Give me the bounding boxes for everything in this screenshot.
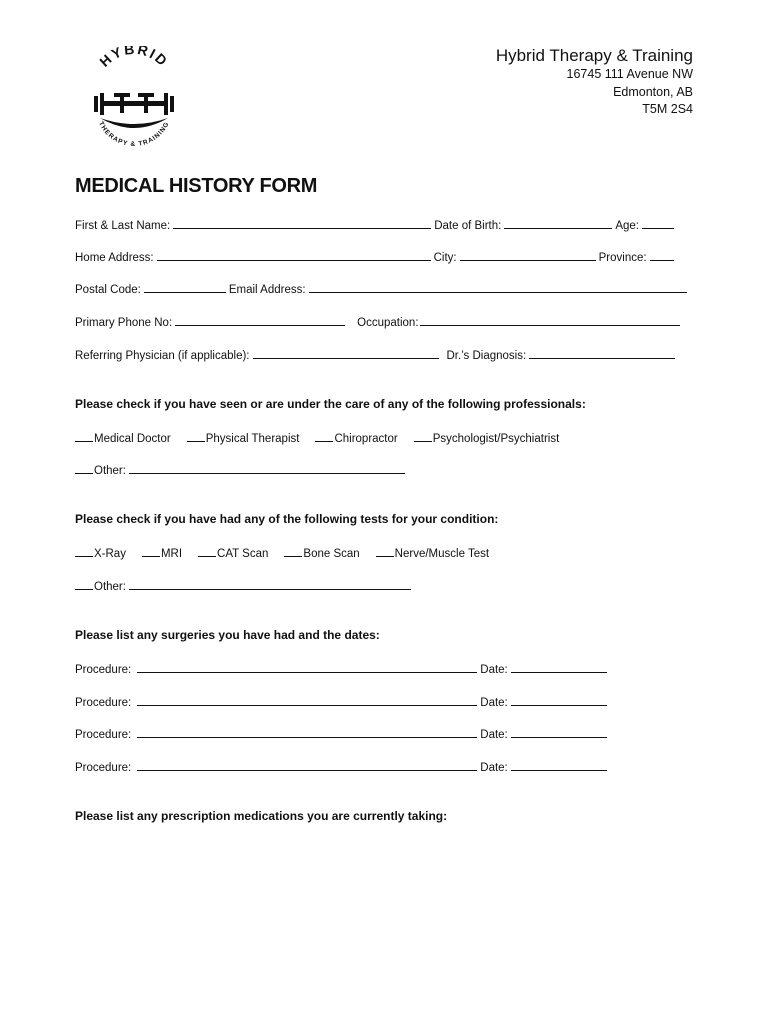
- checkbox-blank[interactable]: [142, 544, 160, 557]
- option-chiropractor[interactable]: [315, 429, 397, 447]
- name-field[interactable]: [173, 216, 431, 229]
- checkbox-blank[interactable]: [75, 577, 93, 590]
- surgery-row: [75, 660, 695, 678]
- option-label: CAT Scan: [217, 548, 269, 560]
- option-mri[interactable]: [142, 544, 182, 562]
- date-field[interactable]: [511, 693, 607, 706]
- date-field[interactable]: [511, 725, 607, 738]
- date-field[interactable]: [511, 758, 607, 771]
- clinic-street: 16745 111 Avenue NW: [566, 67, 693, 81]
- logo-top-text: HYBRID: [96, 46, 172, 70]
- procedure-label: Procedure:: [75, 664, 132, 676]
- diagnosis-label: Dr.’s Diagnosis:: [446, 350, 527, 362]
- checkbox-blank[interactable]: [376, 544, 394, 557]
- option-cat-scan[interactable]: [198, 544, 268, 562]
- phone-field[interactable]: [175, 313, 345, 326]
- city-field[interactable]: [460, 248, 596, 261]
- option-physical-therapist[interactable]: [187, 429, 300, 447]
- checkbox-blank[interactable]: [75, 461, 93, 474]
- procedure-field[interactable]: [137, 693, 477, 706]
- checkbox-blank[interactable]: [75, 429, 93, 442]
- surgery-row: [75, 693, 695, 711]
- medications-heading: Please list any prescription medications you are currently taking:: [75, 809, 448, 823]
- logo-bottom-text: THERAPY & TRAINING: [97, 120, 171, 149]
- diagnosis-field[interactable]: [529, 346, 675, 359]
- surgery-row: [75, 725, 695, 743]
- tests-other-field[interactable]: [129, 577, 411, 590]
- city-label: City:: [433, 252, 457, 264]
- procedure-field[interactable]: [137, 758, 477, 771]
- dob-field[interactable]: [504, 216, 612, 229]
- checkbox-blank[interactable]: [187, 429, 205, 442]
- physician-field[interactable]: [253, 346, 439, 359]
- option-x-ray[interactable]: [75, 544, 126, 562]
- address-row: [75, 248, 695, 266]
- professionals-heading: Please check if you have seen or are under the care of any of the following professionals:: [75, 397, 586, 411]
- option-nerve-muscle-test[interactable]: [376, 544, 489, 562]
- professionals-other-row: [75, 461, 695, 479]
- form-title: MEDICAL HISTORY FORM: [75, 175, 318, 197]
- procedure-field[interactable]: [137, 660, 477, 673]
- checkbox-blank[interactable]: [315, 429, 333, 442]
- age-field[interactable]: [642, 216, 674, 229]
- date-label: Date:: [480, 697, 508, 709]
- procedure-label: Procedure:: [75, 729, 132, 741]
- checkbox-blank[interactable]: [414, 429, 432, 442]
- other-label: Other:: [94, 581, 126, 593]
- option-label: MRI: [160, 548, 183, 560]
- checkbox-blank[interactable]: [75, 544, 93, 557]
- province-label: Province:: [598, 252, 647, 264]
- professionals-options-row: [75, 429, 695, 447]
- clinic-address-block: [496, 46, 693, 119]
- email-label: Email Address:: [228, 284, 306, 296]
- physician-label: Referring Physician (if applicable):: [75, 350, 250, 362]
- address-label: Home Address:: [75, 252, 154, 264]
- postal-field[interactable]: [144, 280, 226, 293]
- option-label: Psychologist/Psychiatrist: [432, 433, 560, 445]
- option-medical-doctor[interactable]: [75, 429, 171, 447]
- clinic-name: Hybrid Therapy & Training: [495, 46, 693, 65]
- clinic-city: Edmonton, AB: [613, 84, 693, 99]
- date-label: Date:: [480, 729, 508, 741]
- checkbox-blank[interactable]: [198, 544, 216, 557]
- dob-label: Date of Birth:: [434, 220, 502, 232]
- tests-heading: Please check if you have had any of the following tests for your condition:: [75, 512, 499, 526]
- postal-email-row: [75, 280, 695, 298]
- option-label: Chiropractor: [334, 433, 398, 445]
- procedure-label: Procedure:: [75, 697, 132, 709]
- hybrid-logo-icon: [86, 46, 182, 156]
- option-label: Physical Therapist: [205, 433, 300, 445]
- surgery-row: [75, 758, 695, 776]
- name-row: [75, 216, 695, 234]
- occupation-label: Occupation:: [357, 317, 419, 329]
- option-label: X-Ray: [94, 548, 126, 560]
- procedure-field[interactable]: [137, 725, 477, 738]
- email-field[interactable]: [309, 280, 687, 293]
- option-bone-scan[interactable]: [284, 544, 359, 562]
- option-psychologist-psychiatrist[interactable]: [414, 429, 560, 447]
- professionals-other-field[interactable]: [129, 461, 405, 474]
- option-label: Bone Scan: [303, 548, 360, 560]
- checkbox-blank[interactable]: [284, 544, 302, 557]
- phone-label: Primary Phone No:: [75, 317, 173, 329]
- surgeries-heading: Please list any surgeries you have had and the dates:: [75, 628, 380, 642]
- other-label: Other:: [94, 465, 126, 477]
- clinic-postal: T5M 2S4: [642, 102, 693, 116]
- date-label: Date:: [480, 762, 508, 774]
- postal-label: Postal Code:: [75, 284, 141, 296]
- tests-options-row: [75, 544, 695, 562]
- svg-text:HYBRID: [96, 46, 171, 70]
- option-label: Nerve/Muscle Test: [394, 548, 490, 560]
- date-field[interactable]: [511, 660, 607, 673]
- name-label: First & Last Name:: [75, 220, 171, 232]
- age-label: Age:: [615, 220, 640, 232]
- phone-occupation-row: [75, 313, 695, 331]
- logo: [86, 46, 182, 156]
- address-field[interactable]: [157, 248, 431, 261]
- physician-row: [75, 346, 695, 364]
- province-field[interactable]: [650, 248, 674, 261]
- tests-other-row: [75, 577, 695, 595]
- option-label: Medical Doctor: [94, 433, 171, 445]
- date-label: Date:: [480, 664, 508, 676]
- occupation-field[interactable]: [420, 313, 680, 326]
- procedure-label: Procedure:: [75, 762, 132, 774]
